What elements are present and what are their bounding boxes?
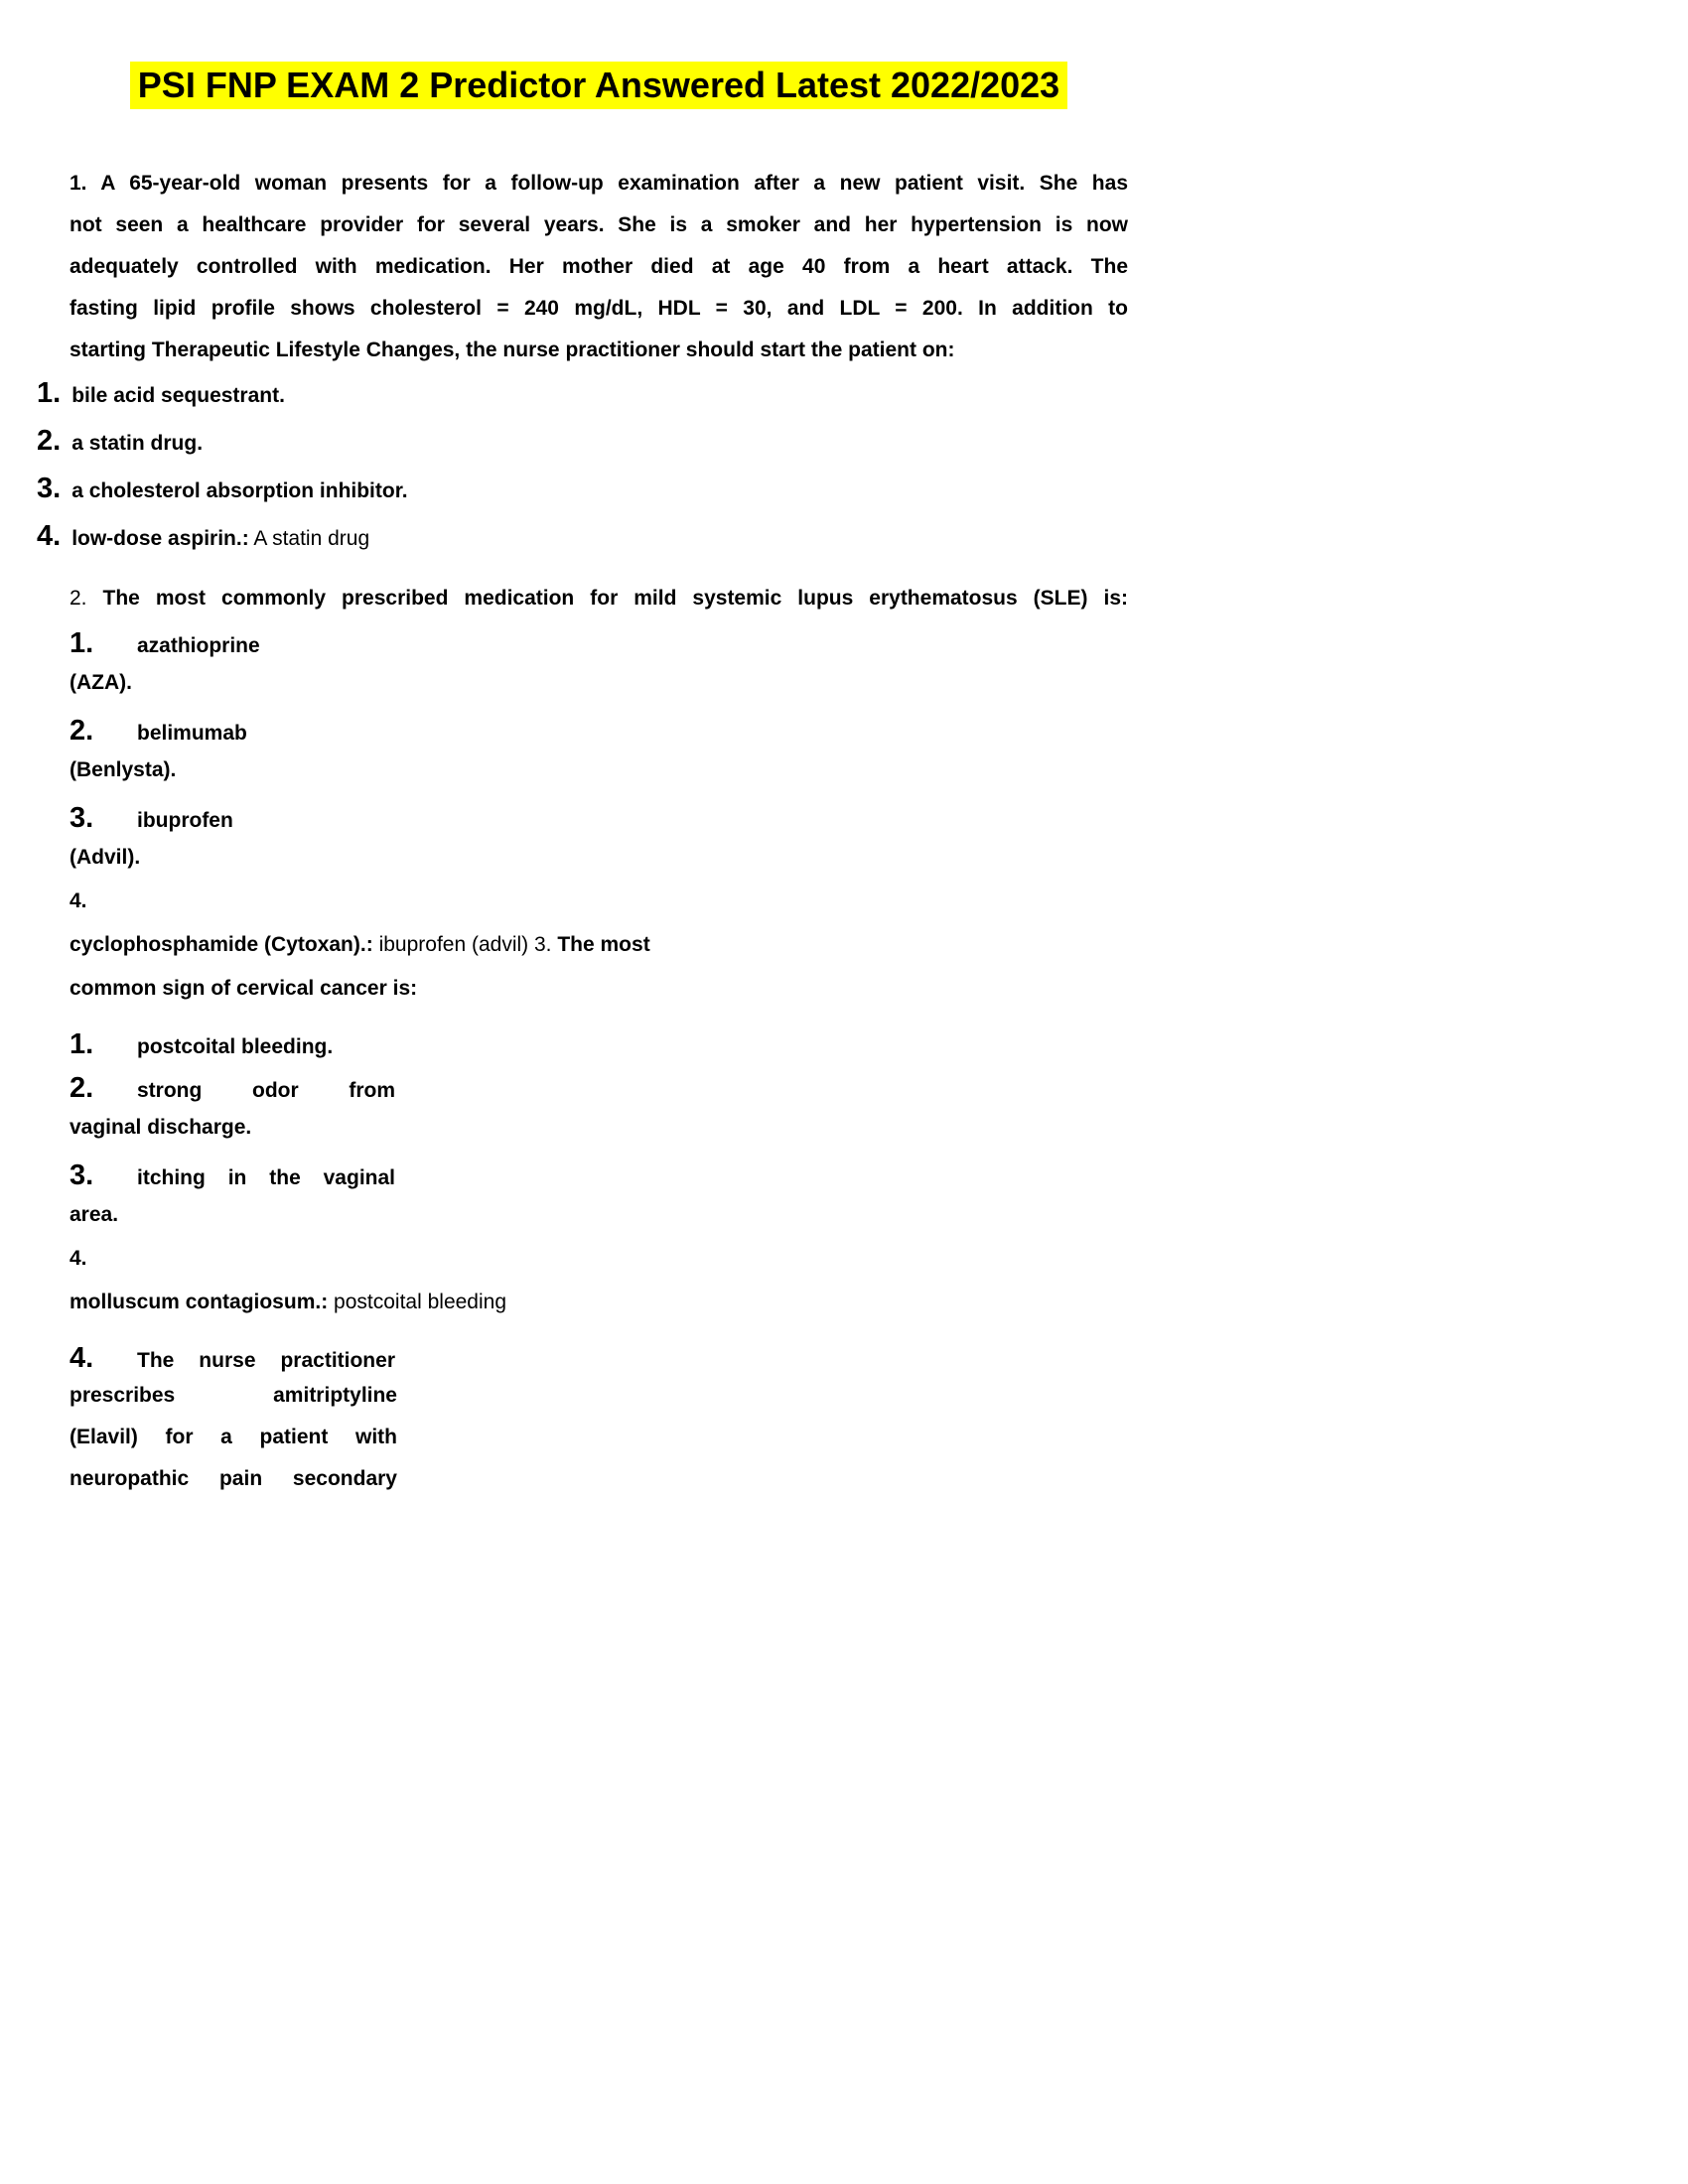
option-label: azathioprine [137, 634, 260, 657]
question-number: 4. [70, 1342, 94, 1374]
document-page [37, 0, 1128, 1509]
document-title: PSI FNP EXAM 2 Predictor Answered Latest 2022/2023 [130, 62, 1067, 109]
option-label: belimumab [137, 722, 247, 745]
option-row [70, 627, 1128, 671]
option-number: 4. [37, 520, 62, 552]
option-row [37, 520, 1128, 568]
option-with-answer [70, 1291, 1128, 1334]
option-number: 1. [70, 1028, 94, 1060]
option-number: 3. [70, 1160, 94, 1191]
question-4-first-line [70, 1342, 1128, 1384]
answer-text: ibuprofen (advil) 3. [378, 933, 552, 956]
question-2-options [70, 627, 1128, 1021]
option-label-with-answer [71, 527, 369, 551]
option-row [70, 1072, 1128, 1116]
option-label: a statin drug. [71, 432, 204, 455]
question-3-options [70, 1028, 1128, 1334]
question-3-lead: The most [557, 933, 650, 956]
option-label: ibuprofen [137, 809, 233, 832]
q1-paragraph-line: not seen a healthcare provider for several years. She is a smoker and her hypertension is now [70, 213, 1128, 236]
option-number: 2. [70, 715, 94, 747]
question-text-line: neuropathic pain secondary [70, 1467, 397, 1490]
option-continuation: (Benlysta). [70, 758, 177, 781]
question-text-line: prescribes amitriptyline [70, 1384, 397, 1407]
answer-text: A statin drug [253, 527, 370, 550]
question-1-text [70, 163, 1128, 371]
option-continuation: (Advil). [70, 846, 141, 869]
option-label: cyclophosphamide (Cytoxan).: [70, 933, 373, 956]
option-continuation: area. [70, 1203, 119, 1226]
q1-paragraph-line: fasting lipid profile shows cholesterol = 240 mg/dL, HDL = 30, and LDL = 200. In addition to [70, 297, 1128, 320]
option-continuation: vaginal discharge. [70, 1116, 252, 1139]
question-text-line: The nurse practitioner [137, 1349, 395, 1372]
option-label: postcoital bleeding. [137, 1035, 334, 1058]
q1-paragraph-line: starting Therapeutic Lifestyle Changes, the nurse practitioner should start the patient on: [70, 339, 955, 361]
title-row [70, 0, 1128, 109]
q1-paragraph-line: 1. A 65-year-old woman presents for a follow-up examination after a new patient visit. She has [70, 172, 1128, 195]
option-row [37, 425, 1128, 473]
option-continuation: (AZA). [70, 671, 132, 694]
option-with-answer [70, 933, 1128, 977]
option-number: 4. [70, 889, 87, 912]
option-number: 3. [37, 473, 62, 504]
question-2-heading [70, 578, 1128, 619]
option-row [37, 473, 1128, 520]
option-row [70, 715, 1128, 758]
option-label: a cholesterol absorption inhibitor. [71, 479, 408, 502]
option-row [70, 1160, 1128, 1203]
option-number: 3. [70, 802, 94, 834]
option-row [37, 377, 1128, 425]
option-label: itching in the vaginal [137, 1166, 395, 1189]
question-4-text [70, 1342, 1128, 1509]
option-row [70, 802, 1128, 846]
option-number: 1. [37, 377, 62, 409]
option-label: strong odor from [137, 1079, 395, 1102]
option-number: 4. [70, 1247, 87, 1270]
question-1-options [37, 377, 1128, 568]
option-row [70, 1028, 1128, 1072]
question-number: 2. [70, 587, 87, 610]
question-text-line: (Elavil) for a patient with [70, 1426, 397, 1448]
option-label: bile acid sequestrant. [71, 384, 285, 407]
option-label: molluscum contagiosum.: [70, 1291, 329, 1313]
question-3-heading-continuation: common sign of cervical cancer is: [70, 977, 418, 1000]
q1-paragraph-line: adequately controlled with medication. Her mother died at age 40 from a heart attack. The [70, 255, 1128, 278]
option-label: low-dose aspirin.: [71, 527, 249, 550]
option-number: 2. [70, 1072, 94, 1104]
answer-text: postcoital bleeding [334, 1291, 507, 1313]
option-number: 1. [70, 627, 94, 659]
option-number: 2. [37, 425, 62, 457]
question-text: The most commonly prescribed medication for mild systemic lupus erythematosus (SLE) is: [102, 587, 1128, 610]
